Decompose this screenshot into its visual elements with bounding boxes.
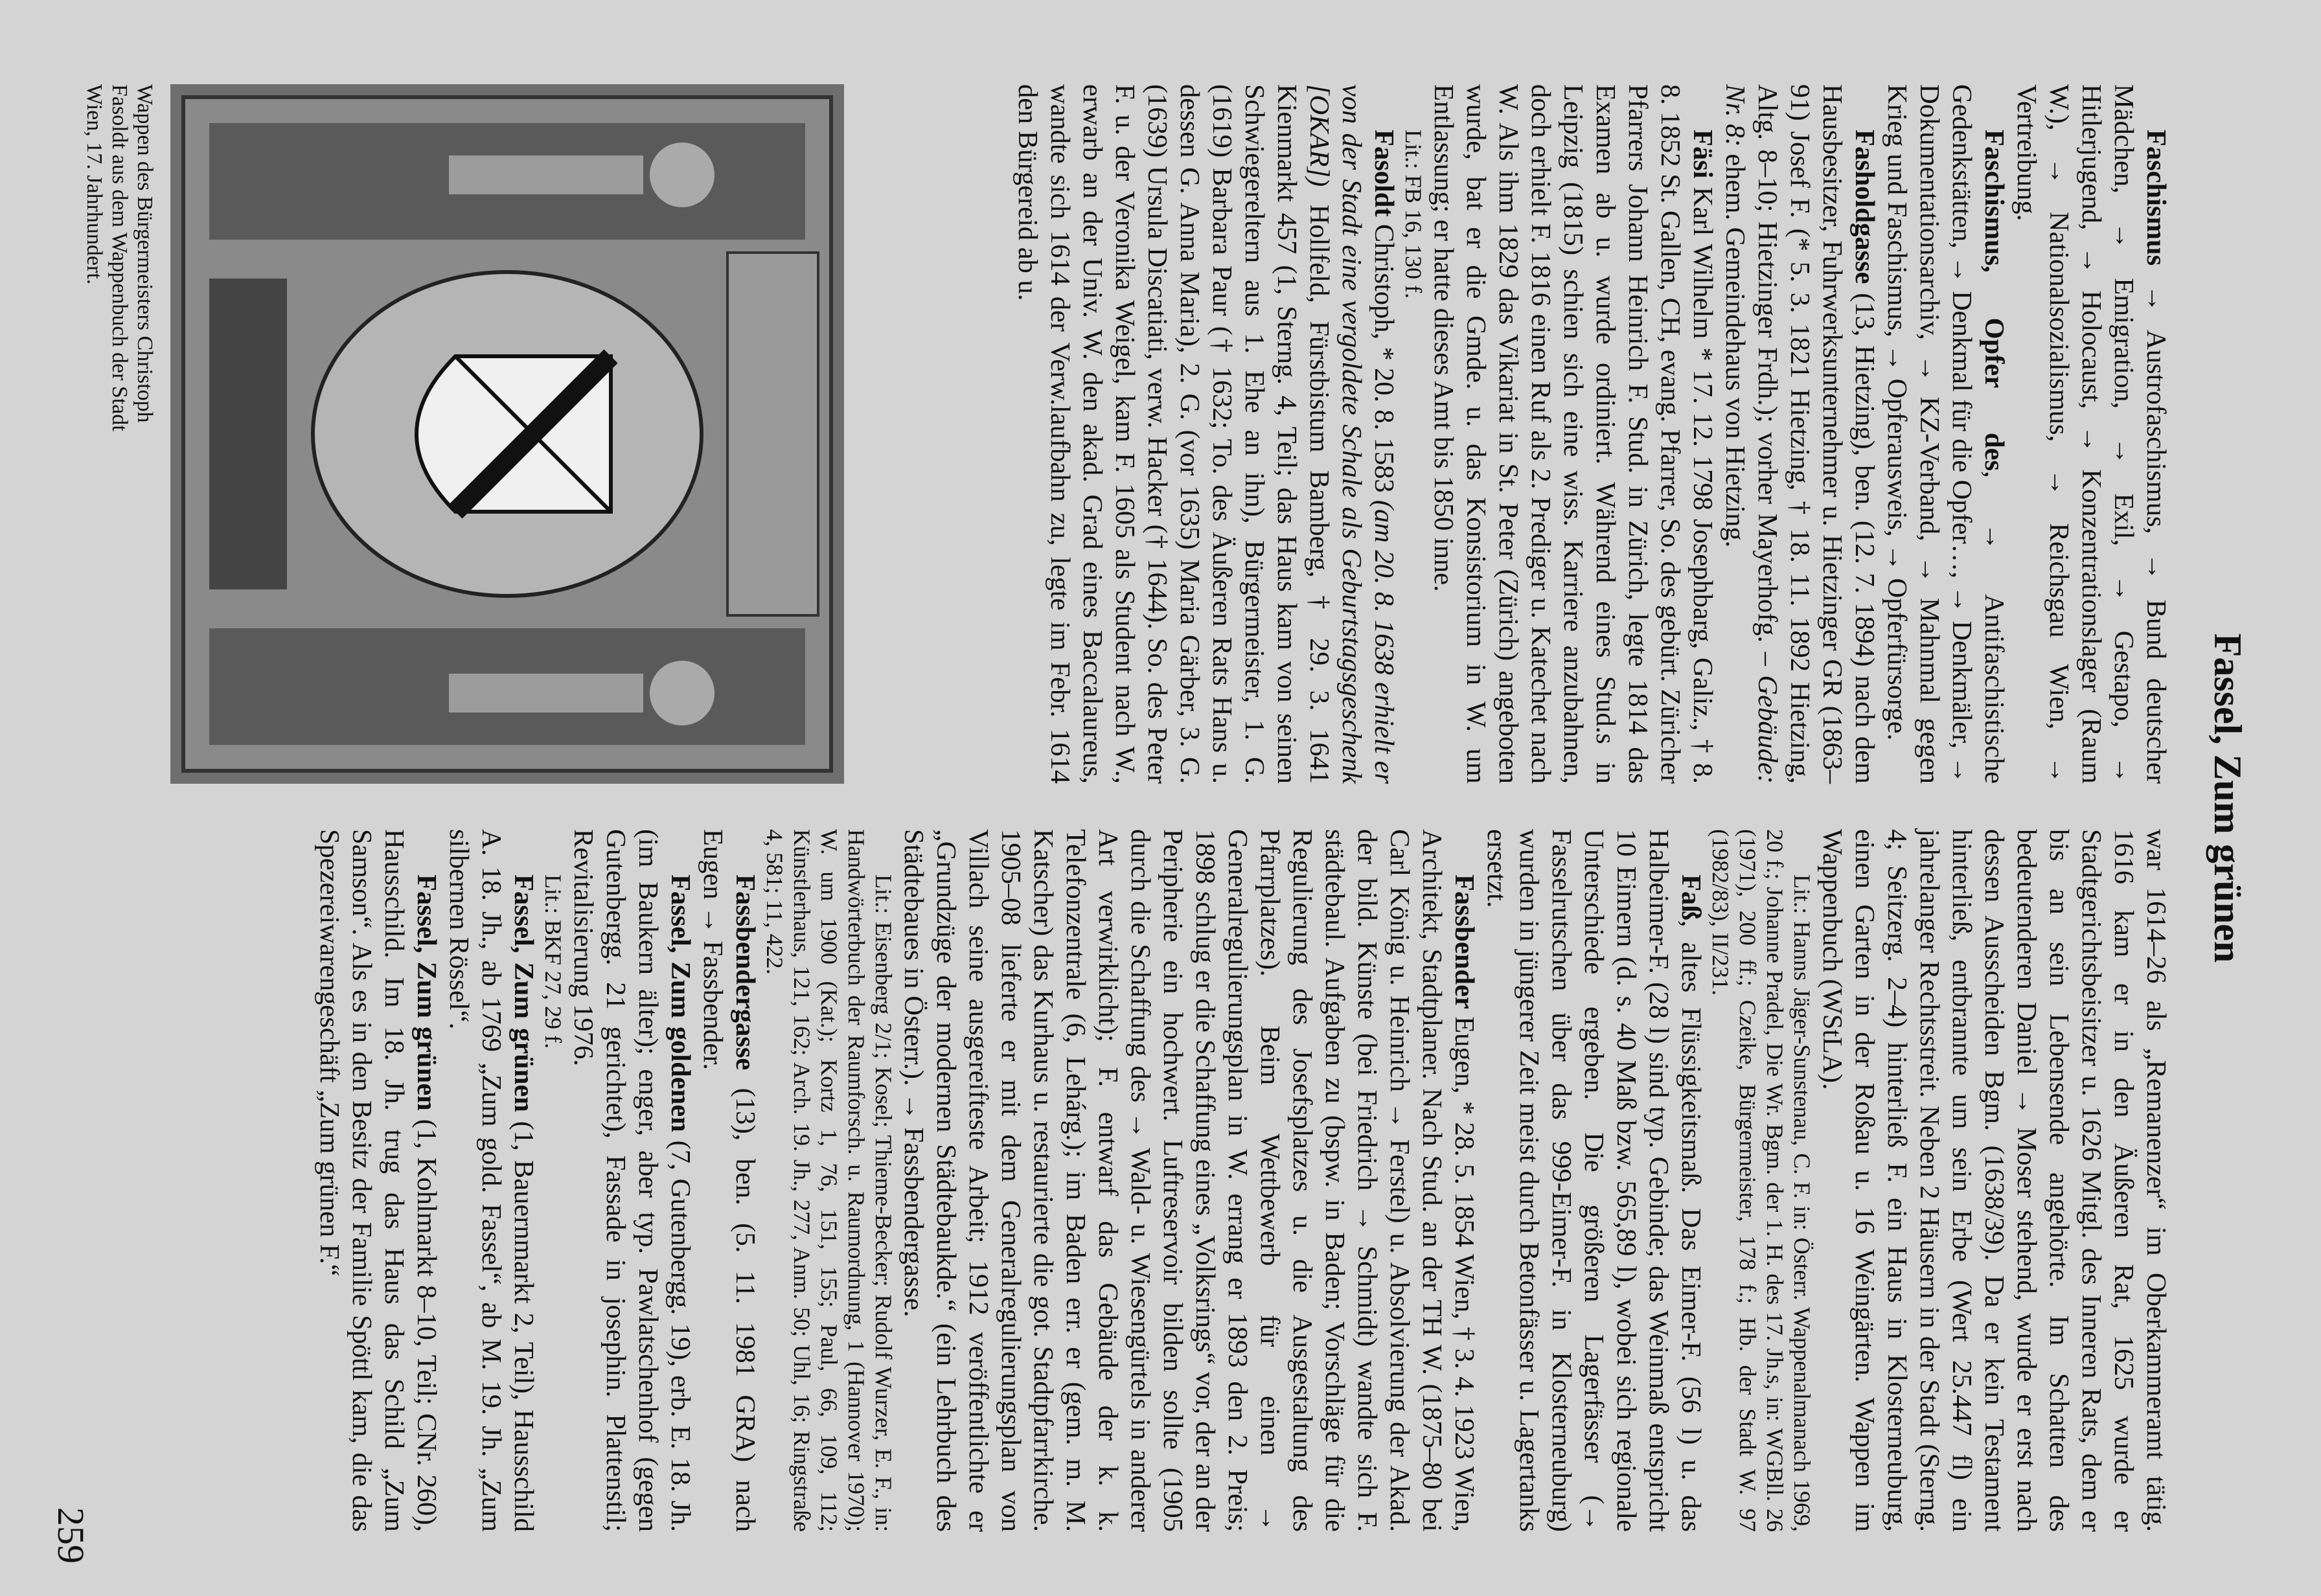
dictionary-entry bbox=[567, 829, 696, 1532]
dictionary-entry bbox=[1816, 829, 2172, 1532]
lit-text: Lit.: FB 16, 130 f. bbox=[1401, 130, 1426, 299]
dictionary-entry bbox=[2010, 84, 2172, 784]
figure-caption: Wappen des Bürgermeisters Christoph Fasoldt aus dem Wappenbuch der Stadt Wien, 17. Jahrhundert. bbox=[82, 84, 157, 431]
entry-italic: (am 20. 8. 1638 erhielt er von der Stadt eine vergoldete Schale als Geburtstagsgeschenk [OKAR]) bbox=[1304, 84, 1399, 784]
entry-text: Christoph, * 20. 8. 1583 bbox=[1369, 216, 1399, 500]
entry-headword: Faß bbox=[1676, 874, 1706, 920]
dictionary-entry bbox=[442, 829, 540, 1532]
entry-headword: Fassbender bbox=[1449, 874, 1480, 1009]
column-left bbox=[1011, 84, 2172, 784]
literature-reference bbox=[1707, 829, 1816, 1532]
dictionary-entry bbox=[897, 829, 1480, 1532]
dictionary-entry bbox=[313, 829, 442, 1532]
column-right bbox=[313, 829, 2172, 1532]
entry-text: Karl Wilhelm * 17. 12. 1798 Josephbarg, Galiz., † 8. 8. 1852 St. Gallen, CH, evang. Pfarrer, So. des gebürt. Züricher Pfarrers Johann Heinrich F. Stud. in Zürich, legte 1814 das Examen ab u. wurde ordiniert. Während eines Stud.s in Leipzig (1815) schien sich eine wiss. Karriere anzubahnen, doch erhielt F. 1816 einen Ruf als 2. Prediger u. Katechet nach W. Als ihm 1829 das Vikariat in St. Peter (Zürich) angeboten wurde, bat er die Gmde. u. das Konsistorium in W. um Entlassung; er hatte dieses Amt bis 1850 inne. bbox=[1428, 84, 1718, 784]
literature-reference bbox=[761, 829, 897, 1532]
entry-headword: Fasoldt bbox=[1369, 130, 1399, 217]
lit-text: Lit.: Hanns Jäger-Sunstenau, C. F. in: Österr. Wappenalmanach 1969, 20 f.; Johanne Pradel, Die Wr. Bgm. der 1. H. des 17. Jh.s, in: WGBll. 26 (1971), 200 ff.; Czeike, Bürgermeister, 178 f.; Hb. der Stadt W. 97 (1982/83), II/231. bbox=[1708, 829, 1815, 1532]
entry-italic: Gebäude: Nr. 8: bbox=[1720, 84, 1783, 784]
figure bbox=[0, 84, 844, 784]
entry-headword: Fasholdgasse bbox=[1849, 130, 1880, 284]
entry-headword: Faschismus bbox=[2141, 130, 2171, 266]
literature-reference bbox=[1400, 84, 1427, 784]
entry-headword: Faschismus, Opfer des bbox=[1979, 130, 2009, 472]
dictionary-entry bbox=[1719, 84, 1881, 784]
entry-headword: Fassel, Zum grünen bbox=[411, 874, 442, 1111]
coat-of-arms-illustration bbox=[170, 84, 844, 784]
entry-text: (1, Kohlmarkt 8–10, Teil; CNr. 260), Hausschild. Im 18. Jh. trug das Haus das Schild „Zum Samson“. Als es in den Besitz der Familie Spöttl kam, die das Spezereiwarengeschäft „Zum grünen F.“ bbox=[314, 829, 442, 1532]
entry-text: (13), ben. (5. 11. 1981 GRA) nach Eugen → Fassbender. bbox=[698, 829, 760, 1532]
dictionary-entry bbox=[1011, 84, 1400, 784]
entry-text-tail: Hollfeld, Fürstbistum Bamberg, † 29. 3. 1641 Kienmarkt 457 (1, Sterng. 4, Teil; das Haus kam von seinen Schwiegereltern aus 1. Ehe an ihn), Bürgermeister, 1. G. (1619) Barbara Paur († 1632; To. des Äußeren Rats Hans u. dessen G. Anna Maria), 2. G. (vor 1635) Maria Gärber, 3. G. (1639) Ursula Discatiati, verw. Hacker († 1644). So. des Peter F. u. der Veronika Weigel, kam F. 1605 als Student nach W., erwarb an der Univ. W. den akad. Grad eines Baccalaureus, wandte sich 1614 der Verw.laufbahn zu, legte im Febr. 1614 den Bürgereid ab u. bbox=[1012, 84, 1334, 784]
entry-headword: Fassel, Zum grünen bbox=[509, 874, 539, 1112]
entry-text: (7, Gutenbergg. 19), erb. E. 18. Jh. (im Baukern älter); enger, aber typ. Pawlatschenhof (gegen Gutenbergg. 21 gerichtet), Fassade in josephin. Plattenstil; Revitalisierung 1976. bbox=[568, 829, 696, 1533]
entry-text: war 1614–26 als „Remanenzer“ im Oberkammeramt tätig. 1616 kam er in den Äußeren Rat, 1625 wurde er Stadtgerichtsbeisitzer u. 1626 Mitgl. des Inneren Rats, dem er bis an sein Lebensende angehörte. Im Schatten des bedeutenderen Daniel → Moser stehend, wurde er erst nach dessen Ausscheiden Bgm. (1638/39). Da er kein Testament hinterließ, entbrannte um sein Erbe (Wert 25.447 fl) ein jahrelanger Rechtsstreit. Neben 2 Häusern in der Stadt (Sterng. 4; Seitzerg. 2–4) hinterließ F. ein Haus in Klosterneuburg, einen Garten in der Roßau u. 16 Weingärten. Wappen im Wappenbuch (WStLA). bbox=[1817, 829, 2171, 1532]
lit-text: Lit.: BKF 27, 29 f. bbox=[540, 874, 566, 1049]
entry-headword: Fassbendergasse bbox=[730, 874, 760, 1071]
entry-text: → Austrofaschismus, → Bund deutscher Mädchen, → Emigration, → Exil, → Gestapo, → Hitlerjugend, → Holocaust, → Konzentrationslager (Raum W.), → Nationalsozialismus, → Reichsgau Wien, → Vertreibung. bbox=[2011, 84, 2171, 784]
lit-text: Lit.: Eisenberg 2/1; Kosel; Thieme-Becker; Rudolf Wurzer, E. F., in: Handwörterbuch der Raumforsch. u. Raumordnung, 1 (Hannover 1970); W. um 1900 (Kat.); Kortz 1, 76, 151, 155; Paul, 66, 109, 112; Künstlerhaus, 121, 162; Arch. 19. Jh., 277, Anm. 50; Uhl, 16; Ringstraße 4, 581; 11, 422. bbox=[762, 829, 897, 1532]
entry-headword: Fassel, Zum goldenen bbox=[665, 874, 696, 1132]
entry-text: , → Antifaschistische Gedenkstätten, → Denkmal für die Opfer…, → Denkmäler, → Dokumentationsarchiv, → KZ-Verband, → Mahnmal gegen Krieg und Faschismus, → Opferausweis, → Opferfürsorge. bbox=[1882, 84, 2009, 784]
entry-text: Eugen, * 28. 5. 1854 Wien, † 3. 4. 1923 Wien, Architekt, Stadtplaner. Nach Stud. an der TH W. (1875–80 bei Carl König u. Heinrich → Ferstel) u. Absolvierung der Akad. der bild. Künste (bei Friedrich → Schmidt) wandte sich F. städtebaul. Aufgaben zu (bspw. in Baden; Vorschläge für die Regulierung des Josefsplatzes u. die Ausgestaltung des Pfarrplatzes). Beim Wettbewerb für einen → Generalregulierungsplan in W. errang er 1893 den 2. Preis; 1898 schlug er die Schaffung eines „Volksrings“ vor, der an der Peripherie ein hochwert. Luftreservoir bilden sollte (1905 durch die Schaffung des → Wald- u. Wiesengürtels in anderer Art verwirklicht); F. entwarf das Gebäude der k. k. Telefonzentrale (6, Lehárg.); im Baden err. er (gem. m. M. Katscher) das Kurhaus u. restaurierte die got. Stadtpfarrkirche. 1905–08 lieferte er mit dem Generalregulierungsplan von Villach seine ausgereifteste Arbeit; 1912 veröffentlichte er „Grundzüge der modernen Städtebaukde.“ (ein Lehrbuch des Städtebaues in Österr.). → Fassbendergasse. bbox=[898, 829, 1480, 1532]
running-header: Fassel, Zum grünen bbox=[2206, 633, 2249, 963]
entry-text: , altes Flüssigkeitsmaß. Das Eimer-F. (56 l) u. das Halbeimer-F. (28 l) sind typ. Gebinde; das Weinmaß entspricht 10 Eimern (d. s. 40 Maß bzw. 565,89 l), wobei sich regionale Unterschiede ergeben. Die größeren Lagerfässer (→ Fasselrutschen über das 999-Eimer-F. in Klosterneuburg) wurden in jüngerer Zeit meist durch Betonfässer u. Lagertanks ersetzt. bbox=[1481, 829, 1706, 1532]
entry-text: (13, Hietzing), ben. (12. 7. 1894) nach dem Hausbesitzer, Fuhrwerksunternehmer u. Hietzinger GR (1863–91) Josef F. (* 5. 3. 1821 Hietzing, † 18. 11. 1892 Hietzing, Altg. 8–10; Hietzinger Frdh.); vorher Mayerhofg. – bbox=[1752, 84, 1880, 784]
entry-text: (1, Bauernmarkt 2, Teil), Hausschild A. 18. Jh., ab 1769 „Zum gold. Fassel“, ab M. 19. Jh. „Zum silbernen Rössel“. bbox=[444, 829, 539, 1533]
dictionary-entry bbox=[1881, 84, 2010, 784]
page-number: 259 bbox=[50, 1507, 92, 1564]
dictionary-entry bbox=[696, 829, 761, 1532]
entry-text-tail: ehem. Gemeindehaus von Hietzing. bbox=[1720, 146, 1750, 548]
entry-headword: Fäsi bbox=[1687, 130, 1718, 179]
literature-reference bbox=[540, 829, 567, 1532]
dictionary-entry bbox=[1480, 829, 1707, 1532]
coat-of-arms-image bbox=[170, 84, 844, 784]
dictionary-entry bbox=[1427, 84, 1719, 784]
